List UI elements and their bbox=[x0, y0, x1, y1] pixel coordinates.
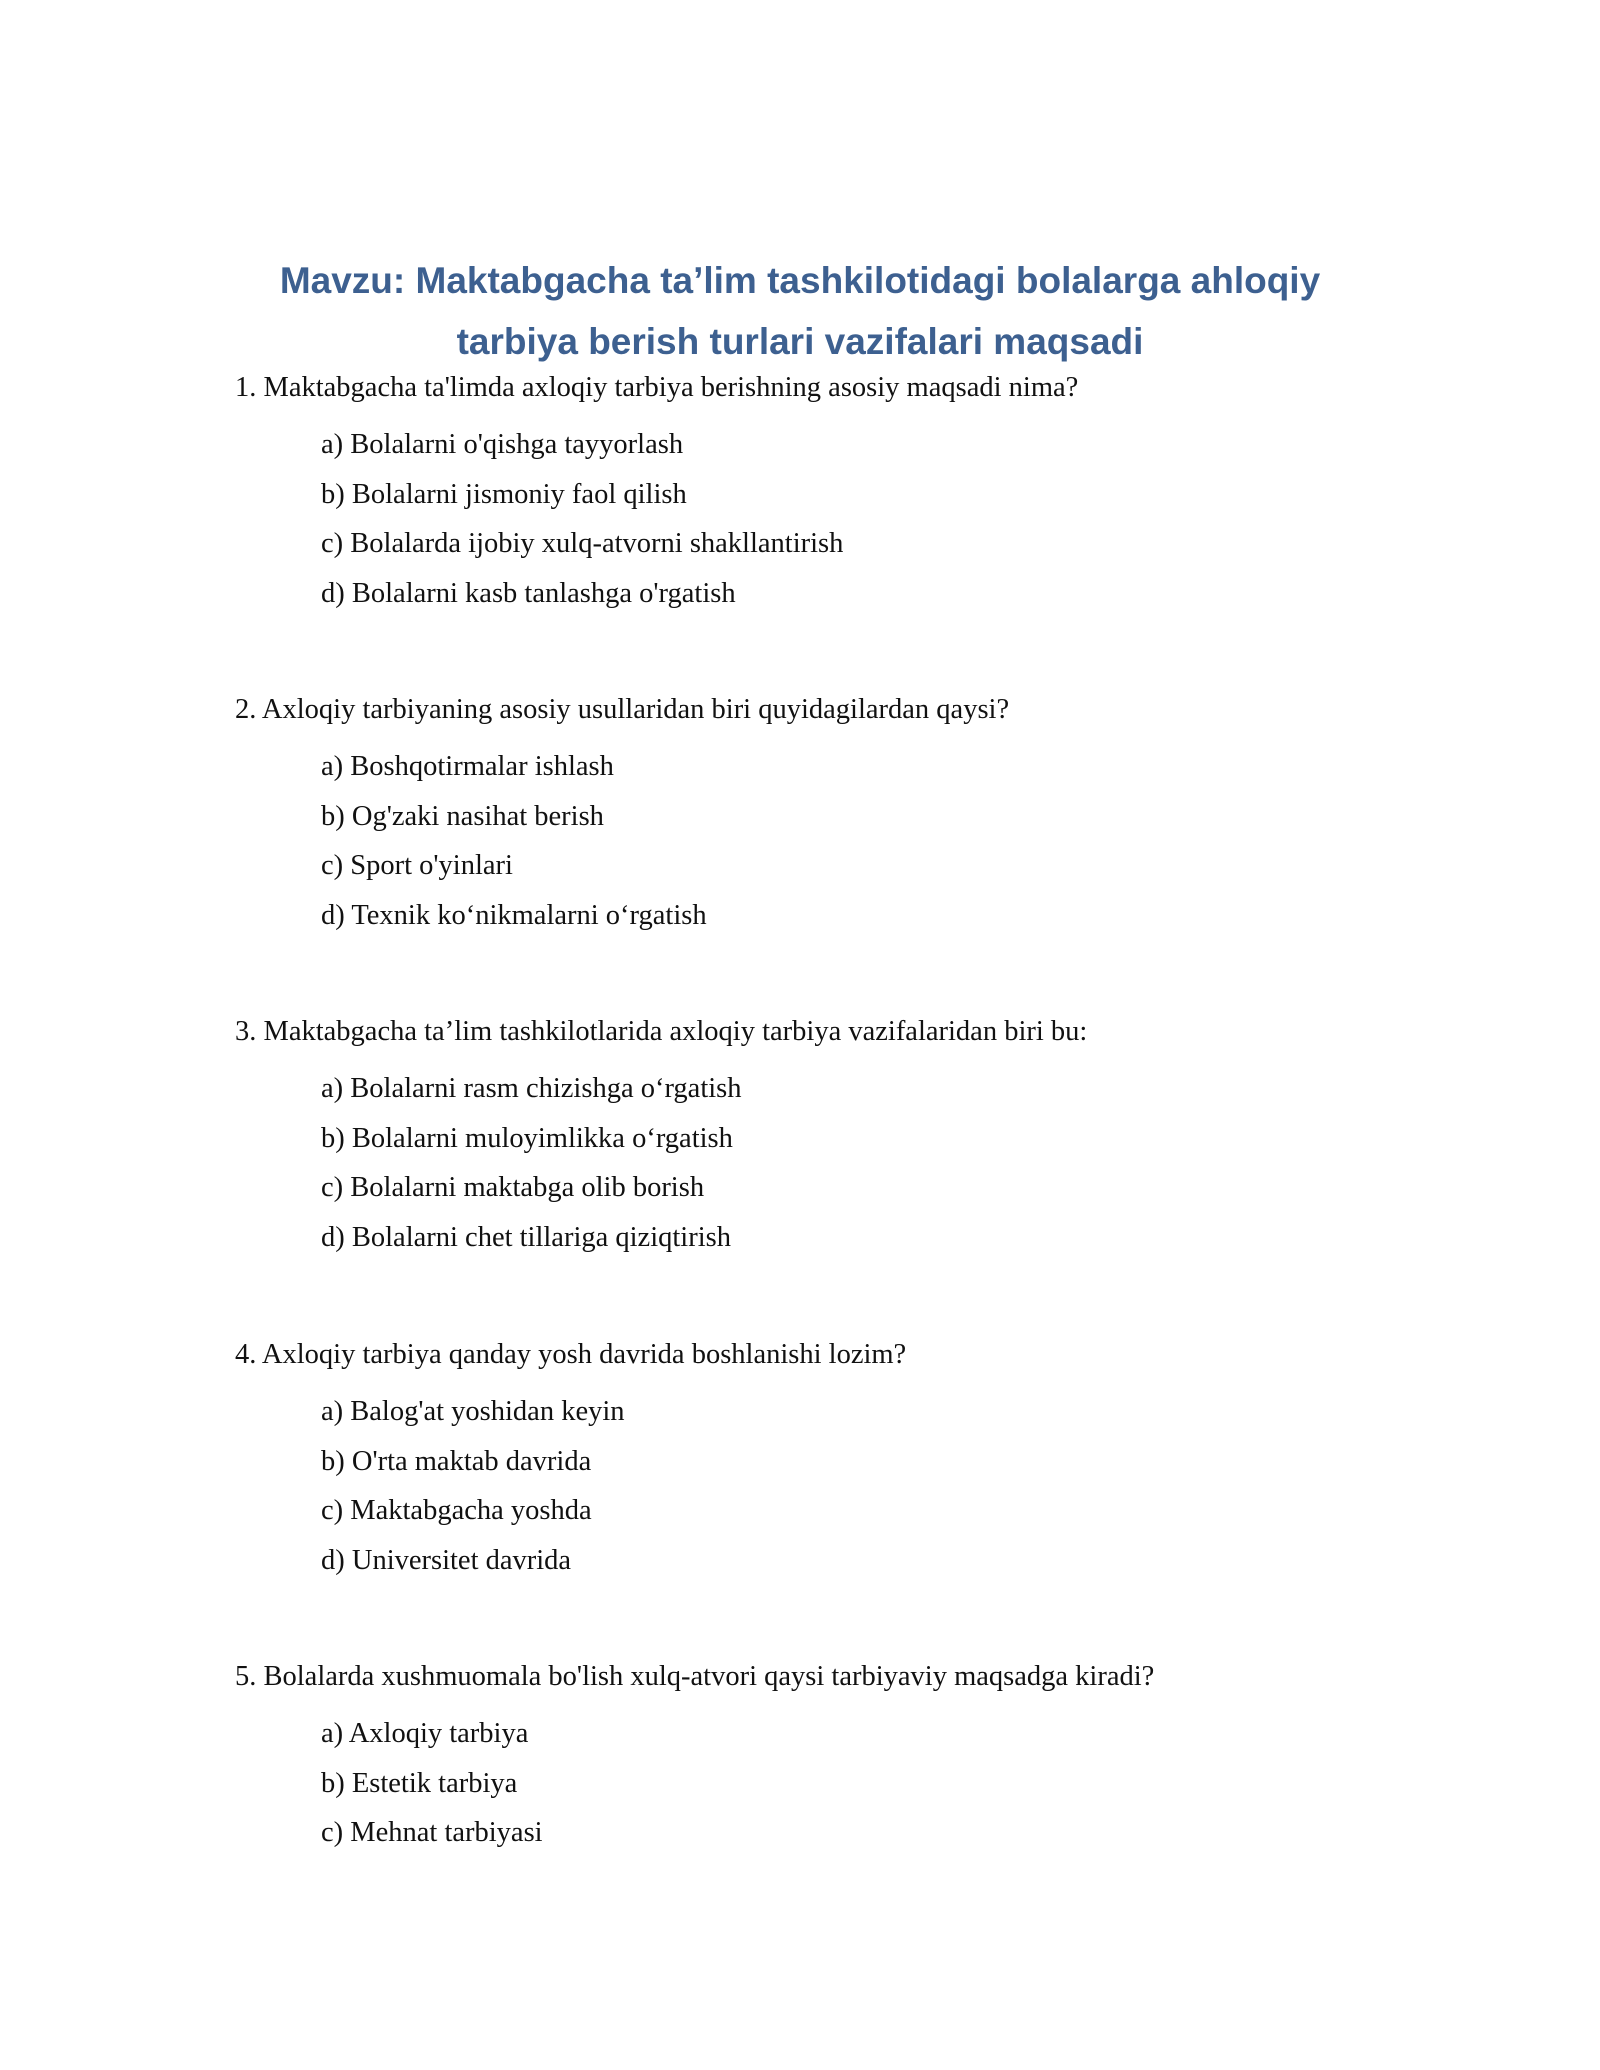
option-c: c) Bolalarda ijobiy xulq-atvorni shakllantirish bbox=[321, 528, 844, 559]
title-line-1: Mavzu: Maktabgacha ta’lim tashkilotidagi bolalarga ahloqiy bbox=[279, 260, 1321, 301]
option-d: d) Bolalarni kasb tanlashga o'rgatish bbox=[321, 577, 736, 609]
question-4 bbox=[235, 1337, 1435, 1592]
options-list bbox=[235, 1394, 1435, 1592]
question-text: 4. Axloqiy tarbiya qanday yosh davrida boshlanishi lozim? bbox=[235, 1339, 907, 1370]
option-c: c) Maktabgacha yoshda bbox=[321, 1495, 592, 1526]
question-3 bbox=[235, 1014, 1435, 1269]
option-c: c) Bolalarni maktabga olib borish bbox=[321, 1172, 705, 1203]
document-title bbox=[0, 250, 1600, 372]
question-2 bbox=[235, 692, 1435, 947]
option-b: b) Estetik tarbiya bbox=[321, 1767, 518, 1799]
option-b: b) Bolalarni muloyimlikka o‘rgatish bbox=[321, 1122, 733, 1154]
option-b: b) Bolalarni jismoniy faol qilish bbox=[321, 478, 687, 510]
title-line-2: tarbiya berish turlari vazifalari maqsadi bbox=[456, 321, 1144, 362]
options-list bbox=[235, 1071, 1435, 1269]
option-c: c) Mehnat tarbiyasi bbox=[321, 1817, 543, 1848]
options-list bbox=[235, 1716, 1435, 1865]
option-c: c) Sport o'yinlari bbox=[321, 850, 513, 881]
option-d: d) Bolalarni chet tillariga qiziqtirish bbox=[321, 1221, 731, 1253]
question-text: 1. Maktabgacha ta'limda axloqiy tarbiya berishning asosiy maqsadi nima? bbox=[235, 372, 1079, 403]
option-d: d) Universitet davrida bbox=[321, 1544, 572, 1576]
question-text: 3. Maktabgacha ta’lim tashkilotlarida axloqiy tarbiya vazifalaridan biri bu: bbox=[235, 1016, 1088, 1047]
question-text: 5. Bolalarda xushmuomala bo'lish xulq-atvori qaysi tarbiyaviy maqsadga kiradi? bbox=[235, 1661, 1155, 1692]
question-5 bbox=[235, 1659, 1435, 1865]
option-a: a) Bolalarni rasm chizishga o‘rgatish bbox=[321, 1073, 742, 1104]
option-a: a) Balog'at yoshidan keyin bbox=[321, 1396, 625, 1427]
option-a: a) Axloqiy tarbiya bbox=[321, 1718, 529, 1749]
option-d: d) Texnik ko‘nikmalarni o‘rgatish bbox=[321, 899, 707, 931]
question-text: 2. Axloqiy tarbiyaning asosiy usullaridan biri quyidagilardan qaysi? bbox=[235, 694, 1010, 725]
options-list bbox=[235, 749, 1435, 947]
options-list bbox=[235, 427, 1435, 625]
option-b: b) O'rta maktab davrida bbox=[321, 1445, 592, 1477]
question-1 bbox=[235, 370, 1435, 625]
option-a: a) Boshqotirmalar ishlash bbox=[321, 751, 614, 782]
option-a: a) Bolalarni o'qishga tayyorlash bbox=[321, 429, 684, 460]
option-b: b) Og'zaki nasihat berish bbox=[321, 800, 604, 832]
